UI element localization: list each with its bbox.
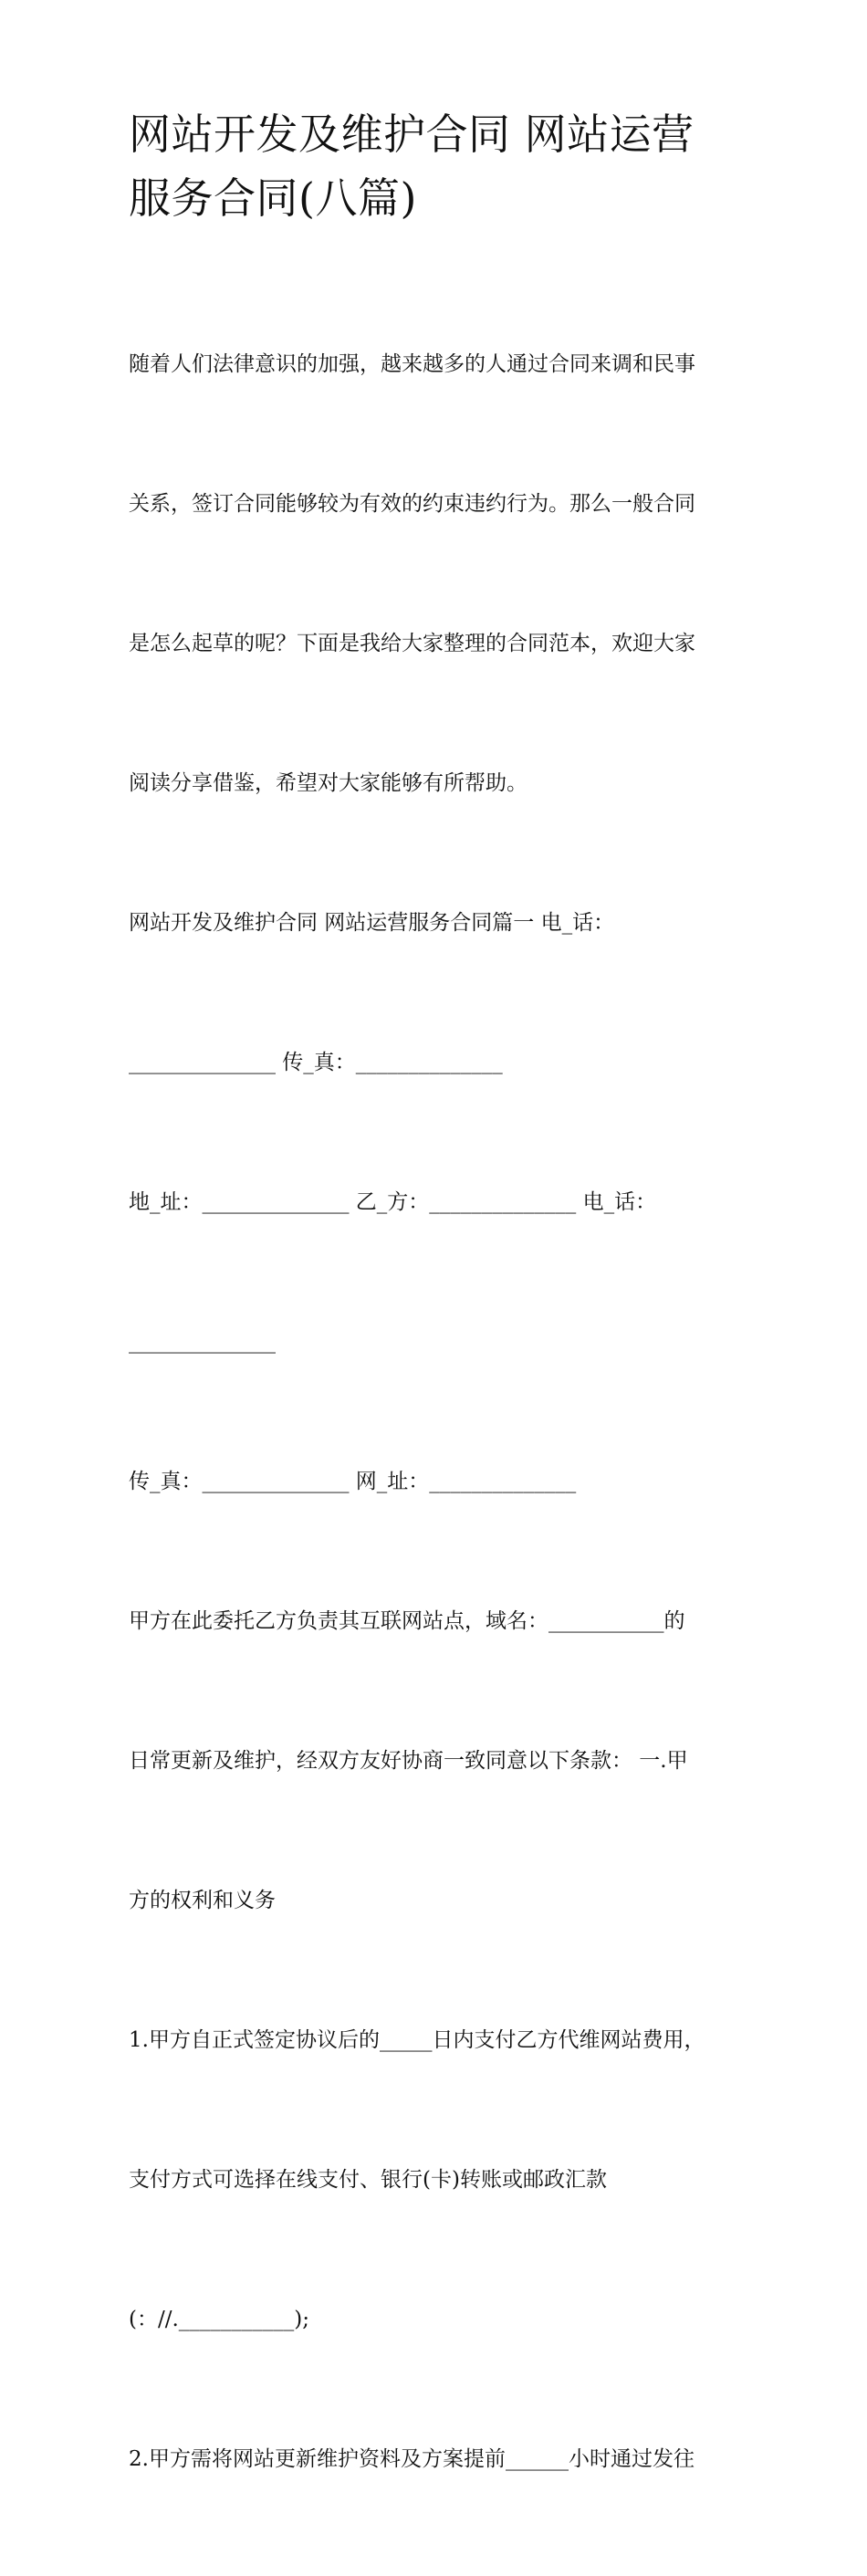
document-body <box>129 248 749 2576</box>
body-line: ______________ <box>129 1330 276 1354</box>
body-line: 1.甲方自正式签定协议后的_____日内支付乙方代维网站费用， <box>129 2028 705 2052</box>
body-line: (：//.___________); <box>129 2308 310 2331</box>
body-line: 方的权利和义务 <box>129 1889 276 1912</box>
body-line: 甲方在此委托乙方负责其互联网站点，域名：___________的 <box>129 1609 685 1633</box>
body-line: 阅读分享借鉴，希望对大家能够有所帮助。 <box>129 771 528 795</box>
title-line-1: 网站开发及维护合同 网站运营 <box>129 110 695 159</box>
title-line-2: 服务合同(八篇) <box>129 173 417 223</box>
body-line: 日常更新及维护，经双方友好协商一致同意以下条款： 一.甲 <box>129 1749 688 1773</box>
body-line: 2.甲方需将网站更新维护资料及方案提前______小时通过发往 <box>129 2447 695 2471</box>
body-line: ______________ 传_真：______________ <box>129 1051 503 1074</box>
body-line: 随着人们法律意识的加强，越来越多的人通过合同来调和民事 <box>129 352 695 376</box>
body-line: 传_真：______________ 网_址：______________ <box>129 1470 577 1493</box>
document-page <box>129 102 749 2576</box>
body-line: 关系，签订合同能够较为有效的约束违约行为。那么一般合同 <box>129 492 695 516</box>
body-line: 网站开发及维护合同 网站运营服务合同篇一 电_话： <box>129 911 615 935</box>
body-line: 支付方式可选择在线支付、银行(卡)转账或邮政汇款 <box>129 2168 607 2192</box>
body-line: 地_址：______________ 乙_方：______________ 电_话： <box>129 1190 657 1214</box>
document-title <box>129 102 749 230</box>
body-line: 是怎么起草的呢？下面是我给大家整理的合同范本，欢迎大家 <box>129 632 695 655</box>
